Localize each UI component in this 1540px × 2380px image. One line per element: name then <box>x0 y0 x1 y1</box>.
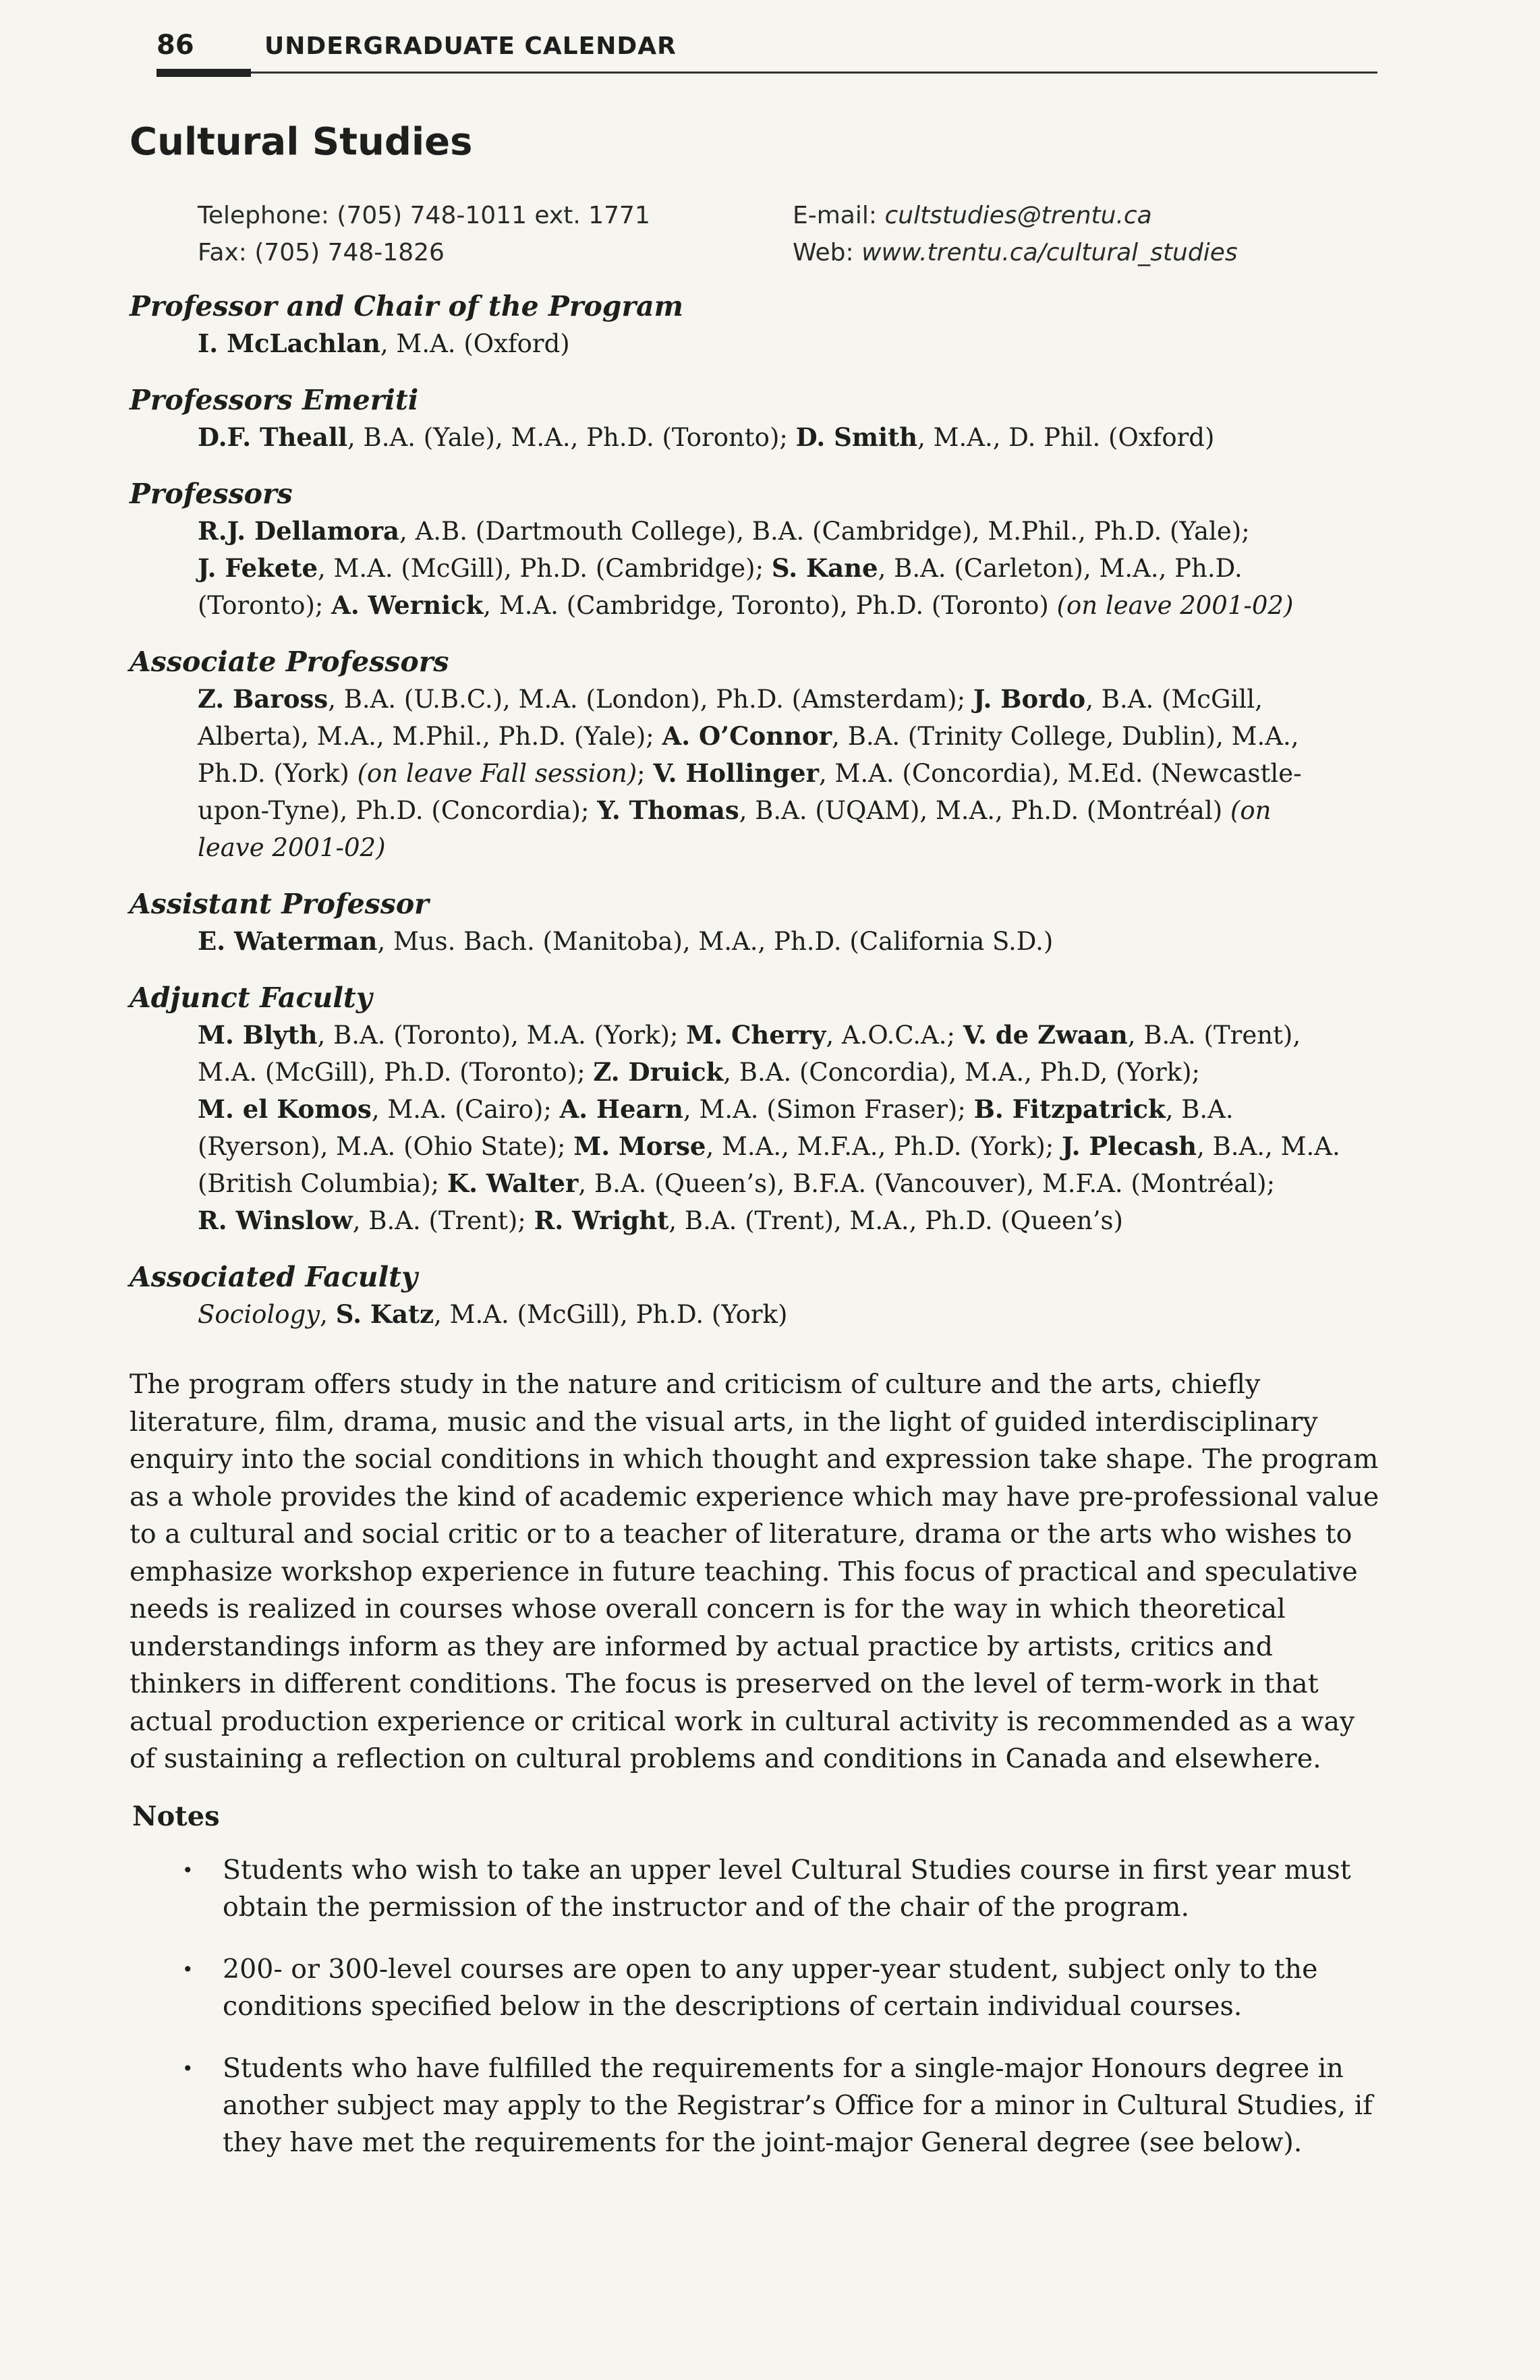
section-heading: Professors <box>130 478 293 510</box>
section-body <box>198 419 1384 456</box>
section-heading: Associate Professors <box>130 646 449 678</box>
note-item <box>182 2050 1383 2161</box>
faculty-section-adjunct <box>130 979 1384 1239</box>
contact-phone-block <box>198 197 650 271</box>
bullet-icon: • <box>182 1859 194 1881</box>
faculty-section-assistant <box>130 885 1384 960</box>
faculty-line: leave 2001-02) <box>198 833 386 862</box>
section-heading: Associated Faculty <box>130 1261 418 1293</box>
note-text: Students who wish to take an upper level Cultural Studies course in first year must obtain the permission of the instructor and of the chair of the program. <box>223 1854 1351 1923</box>
faculty-line: Ph.D. (York) (on leave Fall session); V. Hollinger, M.A. (Concordia), M.Ed. (Newcastle- <box>198 758 1302 788</box>
header-rule <box>156 72 1377 74</box>
faculty-line: upon-Tyne), Ph.D. (Concordia); Y. Thomas, B.A. (UQAM), M.A., Ph.D. (Montréal) (on <box>198 795 1272 825</box>
running-title: UNDERGRADUATE CALENDAR <box>264 32 677 60</box>
page-number: 86 <box>156 30 194 61</box>
faculty-section-professors <box>130 475 1384 624</box>
faculty-line: I. McLachlan, M.A. (Oxford) <box>198 329 570 358</box>
section-body <box>198 1017 1384 1239</box>
section-heading: Professors Emeriti <box>130 384 419 416</box>
faculty-line: Z. Baross, B.A. (U.B.C.), M.A. (London), Ph.D. (Amsterdam); J. Bordo, B.A. (McGill, <box>198 684 1263 714</box>
bullet-icon: • <box>182 1958 194 1981</box>
faculty-line: Sociology, S. Katz, M.A. (McGill), Ph.D. (York) <box>198 1299 788 1329</box>
fax: Fax: (705) 748-1826 <box>198 239 445 266</box>
section-heading: Assistant Professor <box>130 888 429 920</box>
faculty-line: R.J. Dellamora, A.B. (Dartmouth College), B.A. (Cambridge), M.Phil., Ph.D. (Yale); <box>198 516 1250 546</box>
section-body <box>198 681 1384 866</box>
program-description: The program offers study in the nature and criticism of culture and the arts, chiefly literature, film, drama, music and the visual arts, in the light of guided interdisciplinary enquiry into the social conditions in which thought and expression take shape. The program as a whole provides the kind of academic experience which may have pre-professional value to a cultural and social critic or to a teacher of literature, drama or the arts who wishes to emphasize workshop experience in future teaching. This focus of practical and speculative needs is realized in courses whose overall concern is for the way in which theoretical understandings inform as they are informed by actual practice by artists, critics and thinkers in different conditions. The focus is preserved on the level of term-work in that actual production experience or critical work in cultural activity is recommended as a way of sustaining a reflection on cultural problems and conditions in Canada and elsewhere. <box>130 1369 1379 1774</box>
section-body <box>198 923 1384 960</box>
note-item <box>182 1852 1383 1926</box>
note-item <box>182 1951 1383 2025</box>
email-label: E-mail: <box>793 202 885 229</box>
contact-online-block <box>793 197 1238 271</box>
faculty-line: M. Blyth, B.A. (Toronto), M.A. (York); M. Cherry, A.O.C.A.; V. de Zwaan, B.A. (Trent), <box>198 1020 1301 1050</box>
note-text: 200- or 300-level courses are open to any upper-year student, subject only to the conditions specified below in the descriptions of certain individual courses. <box>223 1954 1318 2022</box>
faculty-section-emeriti <box>130 381 1384 456</box>
section-body <box>198 513 1384 624</box>
faculty-section-associate <box>130 643 1384 866</box>
section-body <box>198 1296 1384 1333</box>
section-heading: Adjunct Faculty <box>130 982 372 1014</box>
header-rule-tab <box>156 69 251 77</box>
page-title: Cultural Studies <box>130 120 473 164</box>
web-link[interactable]: www.trentu.ca/cultural_studies <box>861 239 1238 266</box>
faculty-line: R. Winslow, B.A. (Trent); R. Wright, B.A. (Trent), M.A., Ph.D. (Queen’s) <box>198 1206 1123 1235</box>
telephone: Telephone: (705) 748-1011 ext. 1771 <box>198 202 650 229</box>
page-header <box>156 30 1377 90</box>
web-label: Web: <box>793 239 862 266</box>
faculty-section-associated <box>130 1258 1384 1333</box>
section-heading: Professor and Chair of the Program <box>130 290 684 322</box>
email-link[interactable]: cultstudies@trentu.ca <box>884 202 1152 229</box>
section-body <box>198 325 1384 362</box>
faculty-line: Alberta), M.A., M.Phil., Ph.D. (Yale); A. O’Connor, B.A. (Trinity College, Dublin), M.A., <box>198 721 1299 751</box>
notes-list <box>182 1852 1383 2186</box>
bullet-icon: • <box>182 2058 194 2080</box>
faculty-line: (Toronto); A. Wernick, M.A. (Cambridge, Toronto), Ph.D. (Toronto) (on leave 2001-02) <box>198 590 1294 620</box>
faculty-line: J. Fekete, M.A. (McGill), Ph.D. (Cambridge); S. Kane, B.A. (Carleton), M.A., Ph.D. <box>198 553 1243 583</box>
faculty-list <box>130 287 1384 1352</box>
faculty-section-chair <box>130 287 1384 362</box>
faculty-line: M. el Komos, M.A. (Cairo); A. Hearn, M.A. (Simon Fraser); B. Fitzpatrick, B.A. <box>198 1094 1234 1124</box>
faculty-line: D.F. Theall, B.A. (Yale), M.A., Ph.D. (Toronto); D. Smith, M.A., D. Phil. (Oxford) <box>198 422 1215 452</box>
email-line <box>793 197 1238 234</box>
note-text: Students who have fulfilled the requirements for a single-major Honours degree in another subject may apply to the Registrar’s Office for a minor in Cultural Studies, if they have met the requirements for the joint-major General degree (see below). <box>223 2053 1373 2158</box>
notes-heading: Notes <box>132 1801 220 1832</box>
faculty-line: (Ryerson), M.A. (Ohio State); M. Morse, M.A., M.F.A., Ph.D. (York); J. Plecash, B.A., M.A. <box>198 1131 1340 1161</box>
faculty-line: E. Waterman, Mus. Bach. (Manitoba), M.A., Ph.D. (California S.D.) <box>198 926 1054 956</box>
faculty-line: (British Columbia); K. Walter, B.A. (Queen’s), B.F.A. (Vancouver), M.F.A. (Montréal); <box>198 1168 1276 1198</box>
faculty-line: M.A. (McGill), Ph.D. (Toronto); Z. Druick, B.A. (Concordia), M.A., Ph.D, (York); <box>198 1057 1200 1087</box>
web-line <box>793 234 1238 271</box>
